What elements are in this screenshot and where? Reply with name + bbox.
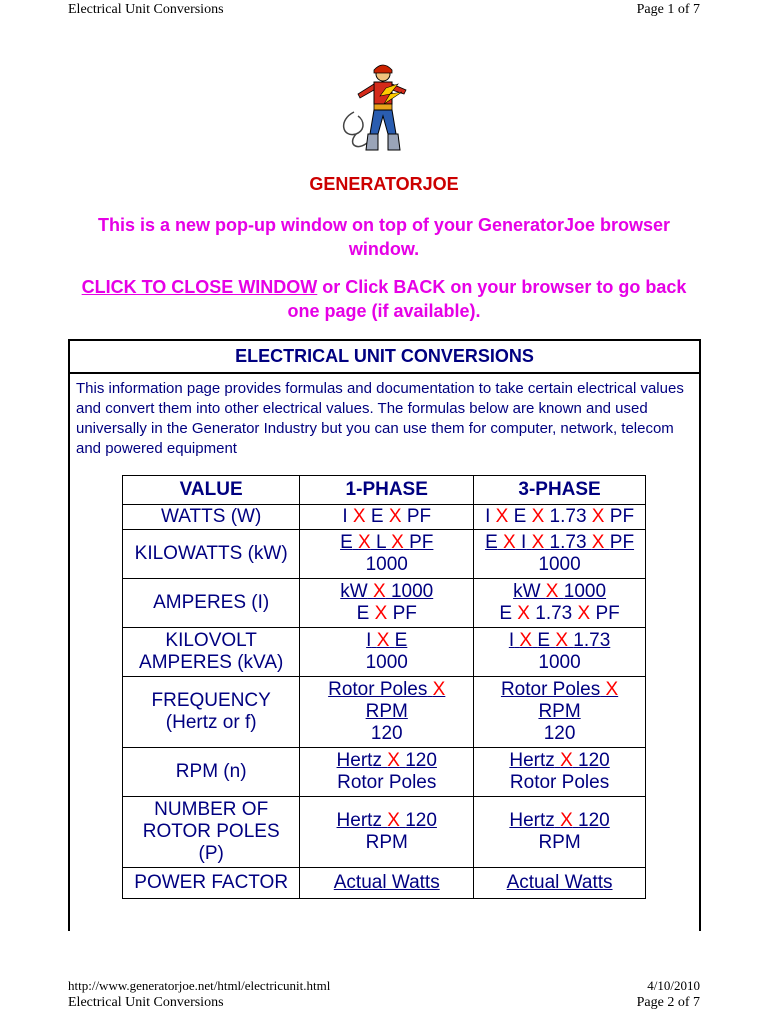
row-label: FREQUENCY (Hertz or f) <box>123 677 300 748</box>
table-row <box>123 530 646 579</box>
poles-1-phase-formula: Hertz X 120 RPM <box>300 797 474 868</box>
back-instructions: or Click BACK on your browser to go back one page (if available). <box>287 277 687 321</box>
row-label: RPM (n) <box>123 748 300 797</box>
footer-title: Electrical Unit Conversions <box>68 995 224 1010</box>
footer-page: Page 2 of 7 <box>636 995 700 1010</box>
row-label: AMPERES (I) <box>123 579 300 628</box>
poles-3-phase-formula: Hertz X 120 RPM <box>474 797 646 868</box>
footer-date: 4/10/2010 <box>647 978 700 993</box>
table-row <box>123 628 646 677</box>
conversion-table <box>122 475 646 899</box>
watts-3-phase-formula: I X E X 1.73 X PF <box>474 505 646 530</box>
pf-1-phase-formula: Actual Watts <box>300 868 474 899</box>
row-label: KILOWATTS (kW) <box>123 530 300 579</box>
rpm-3-phase-formula: Hertz X 120 Rotor Poles <box>474 748 646 797</box>
rpm-1-phase-formula: Hertz X 120 Rotor Poles <box>300 748 474 797</box>
table-row <box>123 797 646 868</box>
page-header-number: Page 1 of 7 <box>636 2 700 17</box>
close-instructions <box>72 275 696 323</box>
kva-3-phase-formula: I X E X 1.73 1000 <box>474 628 646 677</box>
page-header-title: Electrical Unit Conversions <box>68 2 224 17</box>
amps-3-phase-formula: kW X 1000 E X 1.73 X PF <box>474 579 646 628</box>
close-window-link[interactable]: CLICK TO CLOSE WINDOW <box>81 277 318 297</box>
pf-3-phase-formula: Actual Watts <box>474 868 646 899</box>
row-label: KILOVOLT AMPERES (kVA) <box>123 628 300 677</box>
row-label: NUMBER OF ROTOR POLES (P) <box>123 797 300 868</box>
header-3-phase: 3-PHASE <box>474 476 646 505</box>
kw-3-phase-formula: E X I X 1.73 X PF 1000 <box>474 530 646 579</box>
header-value: VALUE <box>123 476 300 505</box>
freq-3-phase-formula: Rotor Poles X RPM 120 <box>474 677 646 748</box>
header-1-phase: 1-PHASE <box>300 476 474 505</box>
table-row <box>123 505 646 530</box>
table-header-row <box>123 476 646 505</box>
section-title: ELECTRICAL UNIT CONVERSIONS <box>70 341 699 374</box>
kva-1-phase-formula: I X E 1000 <box>300 628 474 677</box>
table-row <box>123 868 646 899</box>
kw-1-phase-formula: E X L X PF 1000 <box>300 530 474 579</box>
generatorjoe-mascot-icon <box>336 60 426 160</box>
popup-notice: This is a new pop-up window on top of your GeneratorJoe browser window. <box>97 215 671 259</box>
table-row <box>123 748 646 797</box>
table-row <box>123 677 646 748</box>
intro-paragraph: This information page provides formulas and documentation to take certain electrical values and convert them into other electrical values. The formulas below are known and used universally in the Generator Industry but you can use them for computer, network, telecom and powered equipment <box>76 380 684 457</box>
brand-title: GENERATORJOE <box>309 174 459 194</box>
watts-1-phase-formula: I X E X PF <box>300 505 474 530</box>
amps-1-phase-formula: kW X 1000 E X PF <box>300 579 474 628</box>
row-label: WATTS (W) <box>123 505 300 530</box>
row-label: POWER FACTOR <box>123 868 300 899</box>
freq-1-phase-formula: Rotor Poles X RPM 120 <box>300 677 474 748</box>
table-row <box>123 579 646 628</box>
footer-url: http://www.generatorjoe.net/html/electricunit.html <box>68 978 331 993</box>
